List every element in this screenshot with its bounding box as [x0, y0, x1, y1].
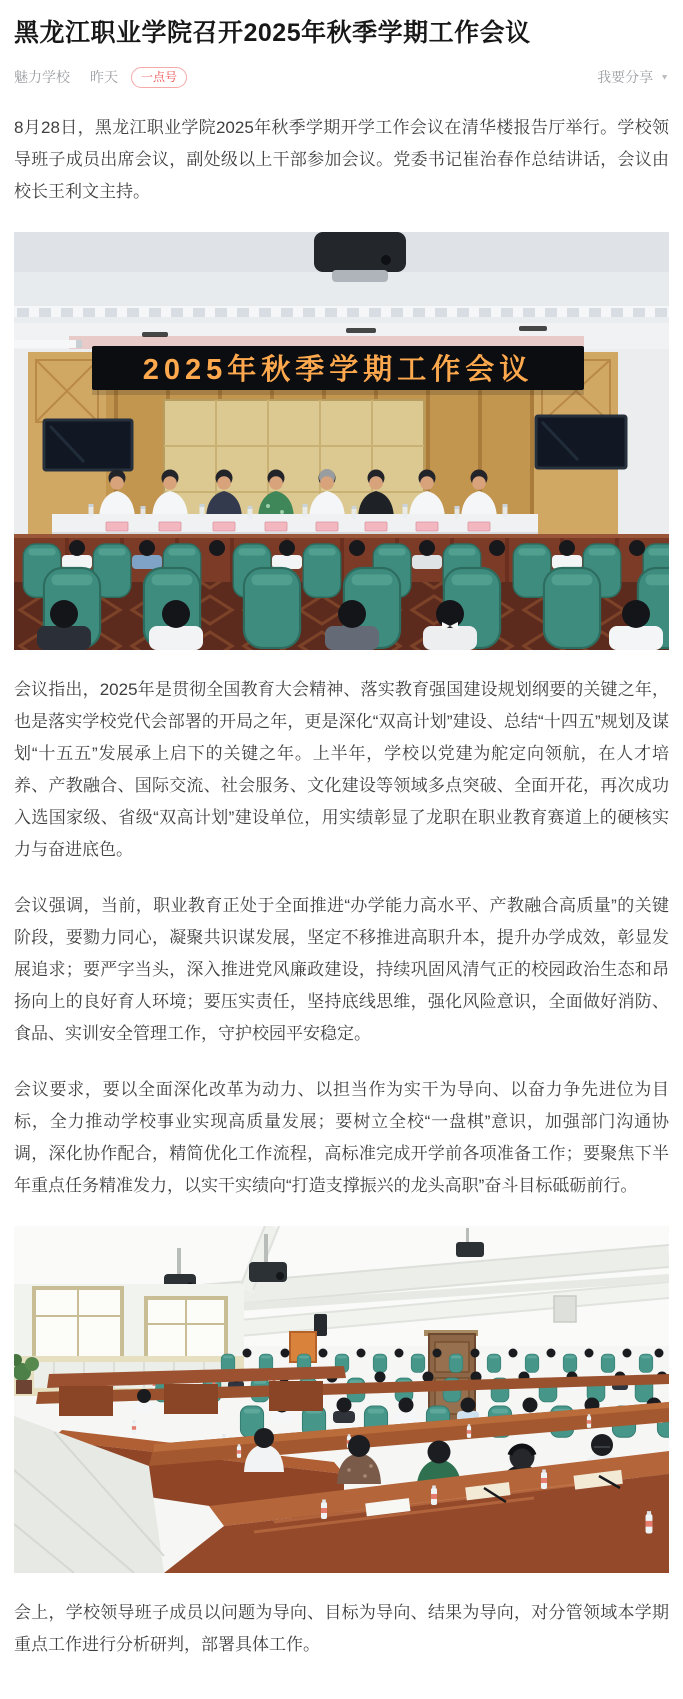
article-meta: [14, 67, 669, 88]
page-title: 黑龙江职业学院召开2025年秋季学期工作会议: [14, 19, 531, 47]
audience-photo: [14, 1226, 669, 1573]
chevron-down-icon: ▼: [660, 72, 669, 82]
banner-text: 2025年秋季学期工作会议: [142, 353, 534, 386]
source-name[interactable]: 魅力学校: [14, 69, 70, 86]
article-image-audience[interactable]: [14, 1226, 669, 1573]
meeting-banner: [92, 346, 584, 395]
wall-screen-right: [536, 416, 626, 468]
paragraph-3: 会议强调，当前，职业教育正处于全面推进“办学能力高水平、产教融合高质量”的关键阶段，要勠力同心，凝聚共识谋发展，坚定不移推进高职升本，提升办学成效，彰显发展追求；要严字当头，深入推进党风廉政建设，持续巩固风清气正的校园政治生态和昂扬向上的良好育人环境；要压实责任，坚持底线思维，强化风险意识，全面做好消防、食品、实训安全管理工作，守护校园平安稳定。: [14, 895, 669, 1043]
paragraph-5: 会上，学校领导班子成员以问题为导向、目标为导向、结果为导向，对分管领域本学期重点工作进行分析研判，部署具体工作。: [14, 1602, 669, 1654]
article-image-presidium[interactable]: [14, 232, 669, 650]
paragraph-1: 8月28日，黑龙江职业学院2025年秋季学期开学工作会议在清华楼报告厅举行。学校领导班子成员出席会议，副处级以上干部参加会议。党委书记崔治春作总结讲话，会议由校长王利文主持。: [14, 117, 669, 201]
share-button[interactable]: [597, 67, 669, 87]
wall-screen-left: [44, 420, 132, 470]
presidium-photo: [14, 232, 669, 650]
wall-vent: [554, 1296, 576, 1322]
paragraph-4: 会议要求，要以全面深化改革为动力、以担当作为实干为导向、以奋力争先进位为目标，全力推动学校事业实现高质量发展；要树立全校“一盘棋”意识，加强部门沟通协调，深化协作配合，精简优化工作流程，高标准完成开学前各项准备工作；要聚焦下半年重点任务精准发力，以实干实绩向“打造支撑振兴的龙头高职”奋斗目标砥砺前行。: [14, 1079, 669, 1195]
share-label: 我要分享: [597, 69, 654, 86]
publish-time: 昨天: [90, 69, 118, 86]
account-badge[interactable]: 一点号: [131, 67, 187, 88]
article-page: [0, 16, 683, 1699]
paragraph-2: 会议指出，2025年是贯彻全国教育大会精神、落实教育强国建设规划纲要的关键之年，也是落实学校党代会部署的开局之年，更是深化“双高计划”建设、总结“十四五”规划及谋划“十五五”发展承上启下的关键之年。上半年，学校以党建为舵定向领航，在人才培养、产教融合、国际交流、社会服务、文化建设等领域多点突破、全面开花，再次成功入选国家级、省级“双高计划”建设单位，用实绩彰显了龙职在职业教育赛道上的硬核实力与奋进底色。: [14, 679, 669, 859]
